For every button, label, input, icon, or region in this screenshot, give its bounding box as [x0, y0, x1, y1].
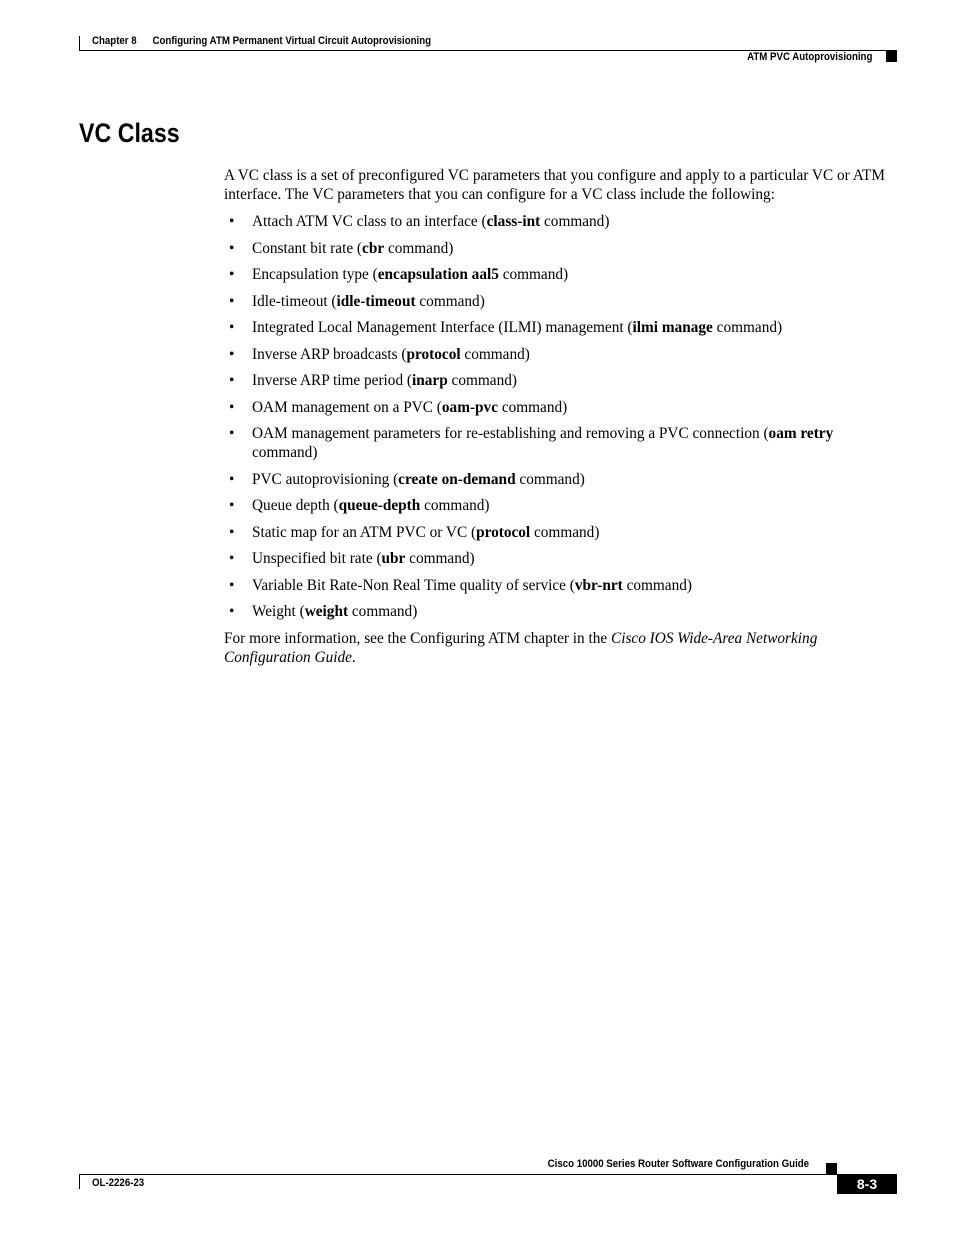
page-number: 8-3 [837, 1174, 897, 1194]
running-header-chapter [92, 35, 431, 47]
list-item-text: PVC autoprovisioning ( [252, 470, 399, 488]
running-header-section: ATM PVC Autoprovisioning [746, 51, 872, 63]
command-name: idle-timeout [336, 292, 416, 310]
command-name: protocol [476, 523, 531, 541]
header-marker [886, 51, 897, 62]
list-item-suffix: command) [415, 292, 485, 310]
bullet-icon: • [229, 550, 235, 567]
chapter-number: Chapter 8 [92, 35, 137, 47]
list-item-text: Queue depth ( [252, 497, 339, 514]
bullet-icon: • [229, 603, 235, 620]
command-name: protocol [406, 345, 461, 363]
list-item-text: Static map for an ATM PVC or VC ( [252, 523, 477, 541]
list-item-suffix: command) [384, 239, 454, 257]
more-info-text: For more information, see the Configuring ATM chapter in the [224, 629, 612, 647]
list-item-text: OAM management parameters for re-establishing and removing a PVC connection ( [252, 425, 769, 442]
footer-rule-vertical [79, 1175, 80, 1189]
bullet-icon: • [229, 266, 235, 283]
parameter-list [224, 212, 900, 621]
footer-doc-number: OL-2226-23 [92, 1177, 145, 1189]
bullet-icon: • [229, 372, 235, 389]
list-item-text: Inverse ARP broadcasts ( [252, 345, 407, 363]
command-name: class-int [486, 213, 541, 230]
bullet-icon: • [229, 497, 235, 514]
command-name: encapsulation aal5 [377, 266, 499, 283]
bullet-icon: • [229, 213, 235, 230]
list-item-text: Inverse ARP time period ( [252, 372, 413, 389]
list-item-text: Idle-timeout ( [252, 292, 337, 310]
command-name: create on-demand [398, 470, 516, 488]
bullet-icon: • [229, 576, 235, 594]
list-item [224, 549, 900, 568]
list-item-suffix: command) [498, 266, 569, 283]
list-item-text: Unspecified bit rate ( [252, 550, 382, 567]
list-item-suffix: command) [498, 398, 568, 416]
command-name: ilmi manage [632, 319, 713, 336]
list-item-text: Encapsulation type ( [252, 266, 378, 283]
command-name: weight [304, 603, 349, 620]
list-item [224, 265, 900, 284]
list-item-suffix: command) [420, 497, 490, 514]
list-item [224, 371, 900, 390]
command-name: queue-depth [338, 497, 421, 514]
more-info-paragraph [224, 629, 900, 667]
list-item [224, 602, 900, 621]
bullet-icon: • [229, 319, 235, 336]
bullet-icon: • [229, 345, 235, 363]
list-item-suffix: command) [540, 213, 610, 230]
command-name: oam-pvc [441, 398, 498, 416]
list-item-text: Integrated Local Management Interface (ILMI) management ( [252, 319, 633, 336]
list-item [224, 470, 900, 489]
command-name: ubr [381, 550, 406, 567]
body-text [224, 166, 900, 667]
list-item-suffix: command) [447, 372, 517, 389]
bullet-icon: • [229, 425, 235, 442]
more-info-end: . [351, 648, 356, 666]
list-item-suffix: command) [460, 345, 530, 363]
list-item [224, 292, 900, 311]
list-item [224, 239, 900, 258]
command-name: cbr [362, 239, 385, 257]
list-item [224, 398, 900, 417]
list-item-suffix: command) [515, 470, 585, 488]
list-item [224, 496, 900, 515]
bullet-icon: • [229, 523, 235, 541]
list-item-text: Constant bit rate ( [252, 239, 363, 257]
list-item [224, 212, 900, 231]
footer-marker [826, 1163, 837, 1174]
list-item [224, 345, 900, 364]
list-item-text: Weight ( [252, 603, 305, 620]
list-item [224, 576, 900, 595]
list-item-text: OAM management on a PVC ( [252, 398, 442, 416]
list-item-text: Attach ATM VC class to an interface ( [252, 213, 487, 230]
list-item [224, 318, 900, 337]
list-item-text: Variable Bit Rate-Non Real Time quality of service ( [252, 576, 575, 594]
bullet-icon: • [229, 470, 235, 488]
list-item [224, 523, 900, 542]
command-name: vbr-nrt [574, 576, 623, 594]
list-item [224, 424, 900, 462]
footer-rule [79, 1174, 897, 1175]
list-item-suffix: command) [348, 603, 418, 620]
intro-paragraph: A VC class is a set of preconfigured VC parameters that you configure and apply to a particular VC or ATM interface. The VC parameters that you can configure for a VC class include the following: [224, 167, 886, 203]
page-title: VC Class [79, 118, 180, 148]
list-item-suffix: command) [622, 576, 692, 594]
chapter-title: Configuring ATM Permanent Virtual Circuit Autoprovisioning [152, 35, 432, 47]
bullet-icon: • [229, 239, 235, 257]
bullet-icon: • [229, 292, 235, 310]
list-item-suffix: command) [530, 523, 600, 541]
list-item-suffix: command) [405, 550, 475, 567]
bullet-icon: • [229, 398, 235, 416]
command-name: oam retry [768, 425, 834, 442]
list-item-suffix: command) [712, 319, 783, 336]
footer-guide-title: Cisco 10000 Series Router Software Configuration Guide [547, 1158, 809, 1170]
list-item-suffix: command) [252, 444, 318, 461]
command-name: inarp [412, 372, 448, 389]
header-rule-vertical [79, 36, 80, 50]
book-title: Cisco IOS Wide-Area Networking Configuration Guide [224, 629, 818, 666]
